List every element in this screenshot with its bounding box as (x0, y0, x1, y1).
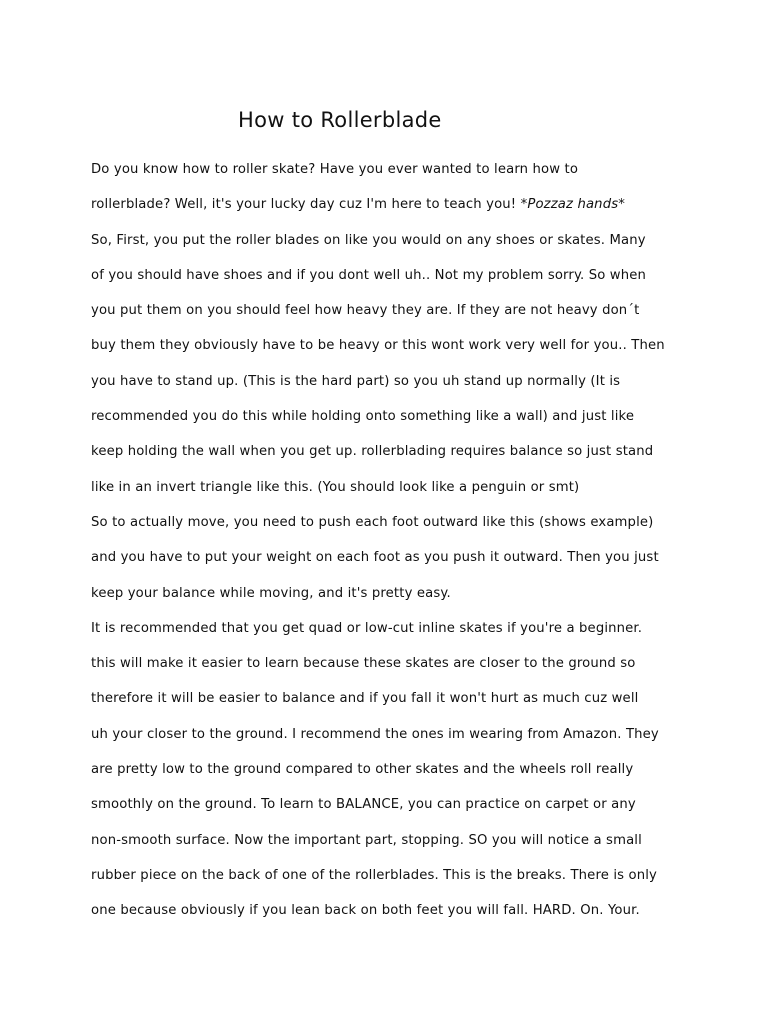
body-line-text: and you have to put your weight on each foot as you push it outward. Then you just (91, 550, 659, 566)
body-line (91, 611, 691, 646)
body-line (91, 646, 691, 681)
body-line-emphasis: *Pozzaz hands* (520, 197, 625, 213)
body-line (91, 187, 691, 222)
body-line (91, 470, 691, 505)
body-line (91, 576, 691, 611)
body-line (91, 681, 691, 716)
body-line (91, 717, 691, 752)
body-line (91, 223, 691, 258)
body-line (91, 152, 691, 187)
body-line-text: uh your closer to the ground. I recommend the ones im wearing from Amazon. They (91, 726, 659, 742)
body-line-text: like in an invert triangle like this. (You should look like a penguin or smt) (91, 479, 580, 495)
body-line-text: So, First, you put the roller blades on like you would on any shoes or skates. Many (91, 232, 646, 248)
body-line (91, 858, 691, 893)
body-line (91, 293, 691, 328)
body-line-text: non-smooth surface. Now the important part, stopping. SO you will notice a small (91, 832, 642, 848)
body-line (91, 399, 691, 434)
body-line-text: you have to stand up. (This is the hard part) so you uh stand up normally (It is (91, 373, 621, 389)
body-line-text: buy them they obviously have to be heavy or this wont work very well for you.. Then (91, 338, 665, 354)
body-line (91, 540, 691, 575)
body-line (91, 505, 691, 540)
body-line-text: So to actually move, you need to push each foot outward like this (shows example) (91, 514, 654, 530)
body-line (91, 752, 691, 787)
document-body (91, 152, 691, 929)
body-line-text: smoothly on the ground. To learn to BALANCE, you can practice on carpet or any (91, 797, 636, 813)
body-line (91, 434, 691, 469)
body-line-text: Do you know how to roller skate? Have you ever wanted to learn how to (91, 162, 579, 177)
body-line-text: are pretty low to the ground compared to other skates and the wheels roll really (91, 762, 634, 778)
document-title: How to Rollerblade (238, 108, 442, 132)
body-line-text: you put them on you should feel how heavy they are. If they are not heavy don´t (91, 303, 640, 319)
body-line-text: recommended you do this while holding onto something like a wall) and just like (91, 409, 635, 425)
body-line (91, 893, 691, 928)
body-line-text: therefore it will be easier to balance and if you fall it won't hurt as much cuz well (91, 691, 639, 707)
body-line (91, 823, 691, 858)
body-line-text: rubber piece on the back of one of the rollerblades. This is the breaks. There is only (91, 867, 658, 883)
body-line (91, 258, 691, 293)
body-line-text: one because obviously if you lean back on both feet you will fall. HARD. On. Your. (91, 903, 640, 919)
body-line-text: keep holding the wall when you get up. rollerblading requires balance so just stand (91, 444, 654, 460)
body-line-text: It is recommended that you get quad or low-cut inline skates if you're a beginner. (91, 620, 643, 636)
body-line-text: of you should have shoes and if you dont well uh.. Not my problem sorry. So when (91, 267, 647, 283)
body-line (91, 328, 691, 363)
body-line (91, 787, 691, 822)
body-line (91, 364, 691, 399)
body-line-text: this will make it easier to learn because these skates are closer to the ground so (91, 656, 636, 672)
body-line-text: rollerblade? Well, it's your lucky day cuz I'm here to teach you! (91, 197, 521, 213)
body-line-text: keep your balance while moving, and it's pretty easy. (91, 585, 451, 601)
